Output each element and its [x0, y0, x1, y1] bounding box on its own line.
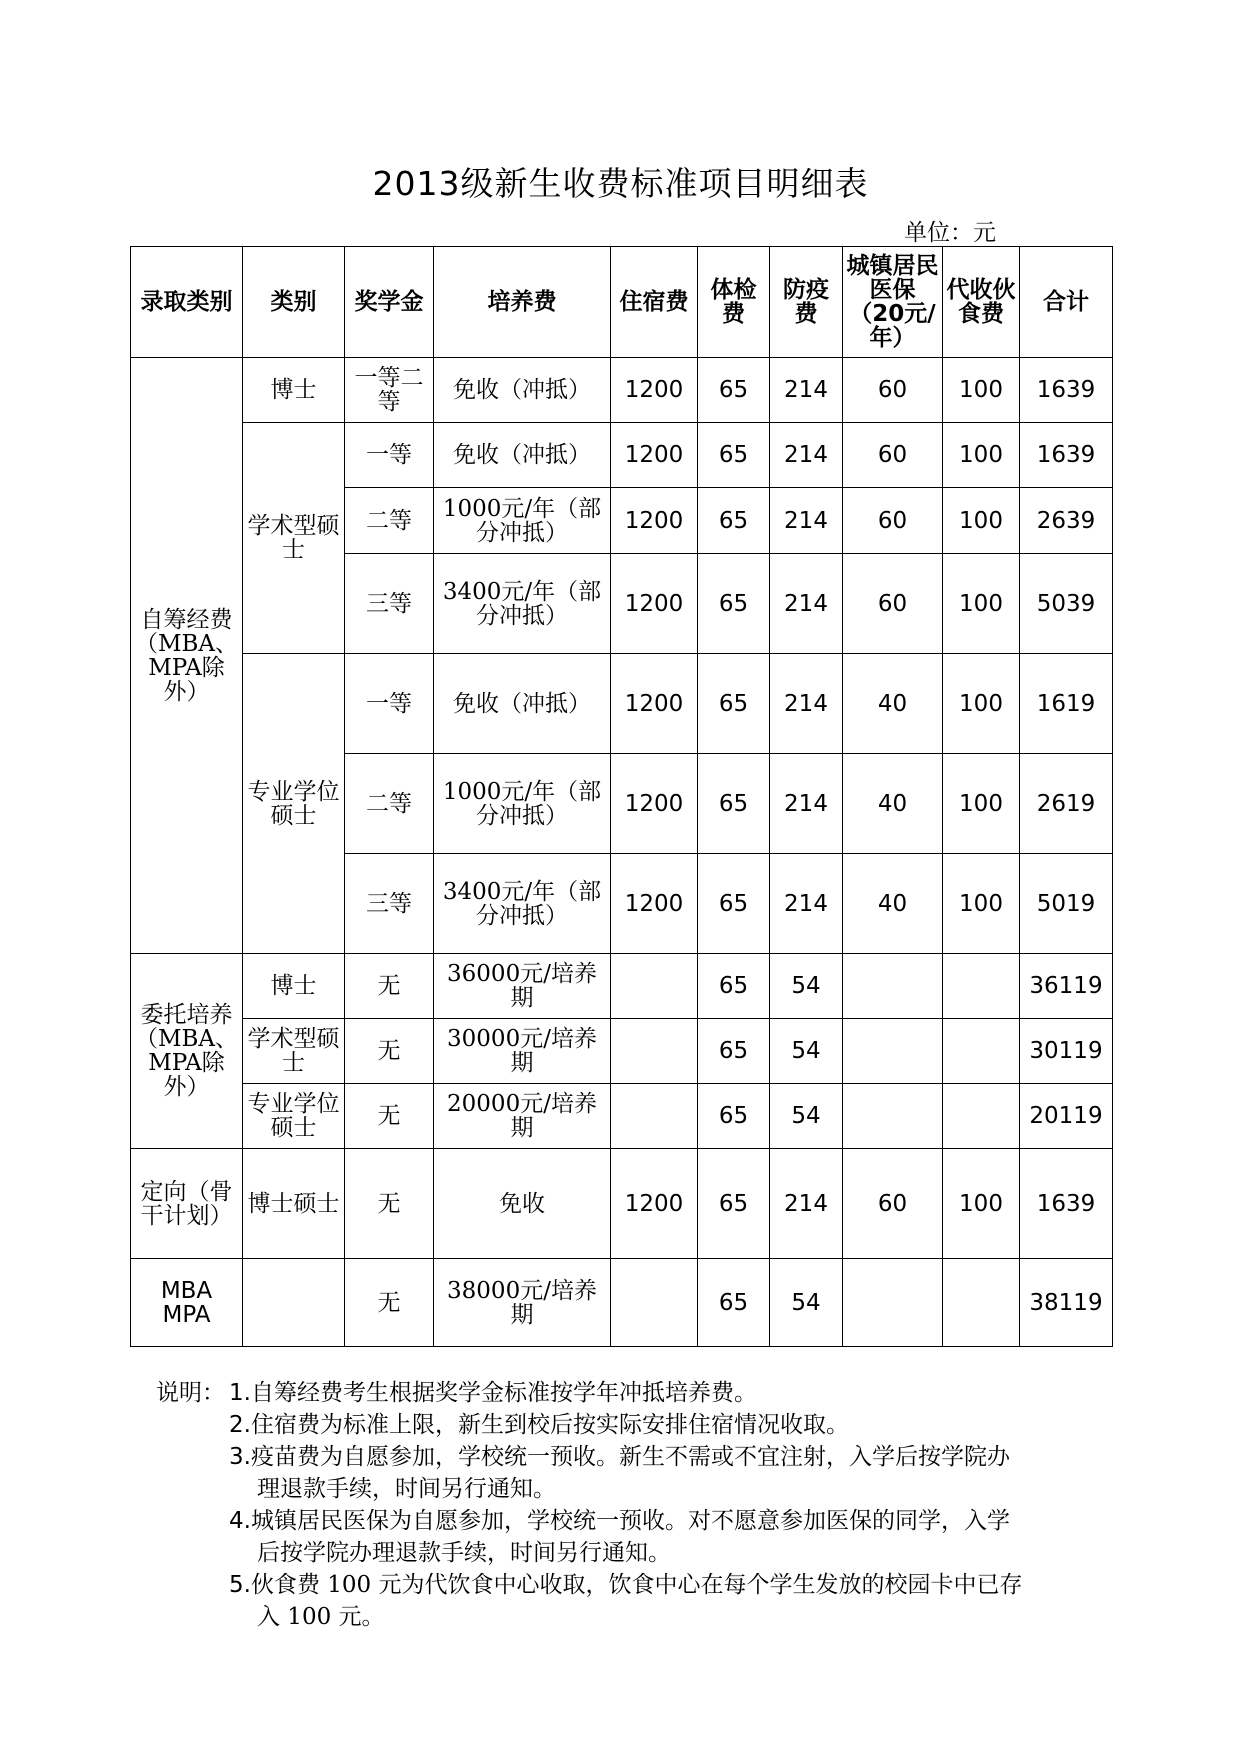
exam-cell: 65	[698, 1149, 770, 1259]
food-cell: 100	[943, 358, 1020, 423]
note-text: 住宿费为标准上限，新生到校后按实际安排住宿情况收取。	[250, 1412, 849, 1438]
insurance-cell: 60	[843, 423, 943, 488]
note-number: 3.	[229, 1444, 251, 1470]
note-number: 1.	[229, 1380, 251, 1406]
note-continuation: 入 100 元。	[257, 1604, 385, 1630]
type-cell-empty	[243, 1259, 345, 1347]
scholarship-cell: 一等	[345, 654, 434, 754]
vaccine-cell: 214	[770, 654, 843, 754]
food-cell	[943, 954, 1020, 1019]
insurance-cell: 40	[843, 654, 943, 754]
tuition-cell: 30000元/培养期	[434, 1019, 611, 1084]
exam-cell: 65	[698, 554, 770, 654]
table-row	[131, 358, 1113, 423]
note-item	[156, 1441, 1022, 1473]
scholarship-cell: 三等	[345, 554, 434, 654]
notes-section	[156, 1377, 1022, 1633]
note-text: 伙食费 100 元为代饮食中心收取，饮食中心在每个学生发放的校园卡中已存	[250, 1572, 1023, 1598]
note-continuation: 后按学院办理退款手续，时间另行通知。	[257, 1540, 671, 1566]
food-cell	[943, 1259, 1020, 1347]
insurance-cell: 60	[843, 358, 943, 423]
lodging-cell: 1200	[611, 423, 698, 488]
header-cell: 类别	[243, 247, 345, 358]
tuition-cell: 36000元/培养期	[434, 954, 611, 1019]
total-cell: 36119	[1020, 954, 1113, 1019]
lodging-cell: 1200	[611, 554, 698, 654]
vaccine-cell: 214	[770, 854, 843, 954]
vaccine-cell: 214	[770, 423, 843, 488]
table-row	[131, 1259, 1113, 1347]
food-cell: 100	[943, 654, 1020, 754]
header-row	[131, 247, 1113, 358]
exam-cell: 65	[698, 854, 770, 954]
insurance-cell: 60	[843, 1149, 943, 1259]
vaccine-cell: 214	[770, 754, 843, 854]
exam-cell: 65	[698, 1019, 770, 1084]
table-row	[131, 1149, 1113, 1259]
vaccine-cell: 214	[770, 358, 843, 423]
note-text: 城镇居民医保为自愿参加，学校统一预收。对不愿意参加医保的同学，入学	[250, 1508, 1010, 1534]
header-cell: 城镇居民医保（20元/年）	[843, 247, 943, 358]
exam-cell: 65	[698, 654, 770, 754]
total-cell: 30119	[1020, 1019, 1113, 1084]
exam-cell: 65	[698, 954, 770, 1019]
group-cell-mba: MBA MPA	[131, 1259, 243, 1347]
note-number: 2.	[229, 1412, 251, 1438]
exam-cell: 65	[698, 488, 770, 554]
scholarship-cell: 无	[345, 1259, 434, 1347]
scholarship-cell: 无	[345, 1084, 434, 1149]
type-cell: 专业学位硕士	[243, 654, 345, 954]
vaccine-cell: 214	[770, 488, 843, 554]
type-cell: 学术型硕士	[243, 1019, 345, 1084]
header-cell: 代收伙食费	[943, 247, 1020, 358]
exam-cell: 65	[698, 1084, 770, 1149]
scholarship-cell: 无	[345, 1149, 434, 1259]
page-title	[0, 158, 1241, 205]
type-cell: 博士	[243, 358, 345, 423]
table-row	[131, 954, 1113, 1019]
type-cell: 专业学位硕士	[243, 1084, 345, 1149]
scholarship-cell: 无	[345, 954, 434, 1019]
insurance-cell: 40	[843, 854, 943, 954]
total-cell: 5039	[1020, 554, 1113, 654]
tuition-cell: 3400元/年（部分冲抵）	[434, 554, 611, 654]
lodging-cell	[611, 1019, 698, 1084]
total-cell: 5019	[1020, 854, 1113, 954]
tuition-cell: 1000元/年（部分冲抵）	[434, 754, 611, 854]
total-cell: 1639	[1020, 358, 1113, 423]
scholarship-cell: 一等	[345, 423, 434, 488]
total-cell: 1639	[1020, 423, 1113, 488]
scholarship-cell: 二等	[345, 754, 434, 854]
header-cell: 合计	[1020, 247, 1113, 358]
total-cell: 20119	[1020, 1084, 1113, 1149]
note-item	[156, 1569, 1022, 1601]
table-row	[131, 1019, 1113, 1084]
unit-label: 单位：元	[904, 220, 996, 246]
title-year: 2013	[372, 164, 461, 203]
food-cell: 100	[943, 1149, 1020, 1259]
insurance-cell	[843, 1259, 943, 1347]
note-number: 5.	[229, 1572, 251, 1598]
type-cell: 博士硕士	[243, 1149, 345, 1259]
lodging-cell: 1200	[611, 358, 698, 423]
insurance-cell	[843, 1019, 943, 1084]
header-cell: 奖学金	[345, 247, 434, 358]
exam-cell: 65	[698, 1259, 770, 1347]
lodging-cell: 1200	[611, 654, 698, 754]
note-text: 疫苗费为自愿参加，学校统一预收。新生不需或不宜注射，入学后按学院办	[250, 1444, 1010, 1470]
total-cell: 1619	[1020, 654, 1113, 754]
header-cell: 防疫费	[770, 247, 843, 358]
header-cell: 培养费	[434, 247, 611, 358]
table-row	[131, 654, 1113, 754]
table-row	[131, 1084, 1113, 1149]
exam-cell: 65	[698, 754, 770, 854]
insurance-cell: 40	[843, 754, 943, 854]
lodging-cell	[611, 1084, 698, 1149]
total-cell: 2639	[1020, 488, 1113, 554]
total-cell: 2619	[1020, 754, 1113, 854]
insurance-cell	[843, 1084, 943, 1149]
note-continuation: 理退款手续，时间另行通知。	[257, 1476, 556, 1502]
lodging-cell: 1200	[611, 1149, 698, 1259]
scholarship-cell: 三等	[345, 854, 434, 954]
insurance-cell	[843, 954, 943, 1019]
vaccine-cell: 54	[770, 954, 843, 1019]
table-row	[131, 423, 1113, 488]
exam-cell: 65	[698, 423, 770, 488]
food-cell	[943, 1084, 1020, 1149]
vaccine-cell: 214	[770, 554, 843, 654]
food-cell: 100	[943, 754, 1020, 854]
tuition-cell: 免收（冲抵）	[434, 423, 611, 488]
total-cell: 38119	[1020, 1259, 1113, 1347]
header-cell: 录取类别	[131, 247, 243, 358]
note-item	[156, 1377, 1022, 1409]
type-cell: 学术型硕士	[243, 423, 345, 654]
lodging-cell: 1200	[611, 754, 698, 854]
vaccine-cell: 54	[770, 1084, 843, 1149]
lodging-cell: 1200	[611, 488, 698, 554]
exam-cell: 65	[698, 358, 770, 423]
tuition-cell: 3400元/年（部分冲抵）	[434, 854, 611, 954]
tuition-cell: 1000元/年（部分冲抵）	[434, 488, 611, 554]
note-item	[156, 1409, 1022, 1441]
title-text: 级新生收费标准项目明细表	[460, 164, 869, 203]
group-cell-zichou: 自筹经费（MBA、MPA除外）	[131, 358, 243, 954]
food-cell: 100	[943, 423, 1020, 488]
food-cell: 100	[943, 554, 1020, 654]
lodging-cell	[611, 954, 698, 1019]
tuition-cell: 免收（冲抵）	[434, 358, 611, 423]
total-cell: 1639	[1020, 1149, 1113, 1259]
insurance-cell: 60	[843, 554, 943, 654]
header-cell: 体检费	[698, 247, 770, 358]
scholarship-cell: 一等二等	[345, 358, 434, 423]
food-cell: 100	[943, 854, 1020, 954]
tuition-cell: 免收（冲抵）	[434, 654, 611, 754]
fee-table	[130, 246, 1113, 1347]
tuition-cell: 20000元/培养期	[434, 1084, 611, 1149]
header-cell: 住宿费	[611, 247, 698, 358]
scholarship-cell: 无	[345, 1019, 434, 1084]
note-number: 4.	[229, 1508, 251, 1534]
insurance-cell: 60	[843, 488, 943, 554]
group-cell-dingxiang: 定向（骨干计划）	[131, 1149, 243, 1259]
food-cell	[943, 1019, 1020, 1084]
tuition-cell: 免收	[434, 1149, 611, 1259]
note-text: 自筹经费考生根据奖学金标准按学年冲抵培养费。	[250, 1380, 757, 1406]
lodging-cell: 1200	[611, 854, 698, 954]
notes-label: 说明：	[156, 1380, 225, 1406]
vaccine-cell: 54	[770, 1259, 843, 1347]
note-item	[156, 1505, 1022, 1537]
type-cell: 博士	[243, 954, 345, 1019]
vaccine-cell: 54	[770, 1019, 843, 1084]
vaccine-cell: 214	[770, 1149, 843, 1259]
food-cell: 100	[943, 488, 1020, 554]
tuition-cell: 38000元/培养期	[434, 1259, 611, 1347]
lodging-cell	[611, 1259, 698, 1347]
group-cell-weituo: 委托培养（MBA、MPA除外）	[131, 954, 243, 1149]
scholarship-cell: 二等	[345, 488, 434, 554]
